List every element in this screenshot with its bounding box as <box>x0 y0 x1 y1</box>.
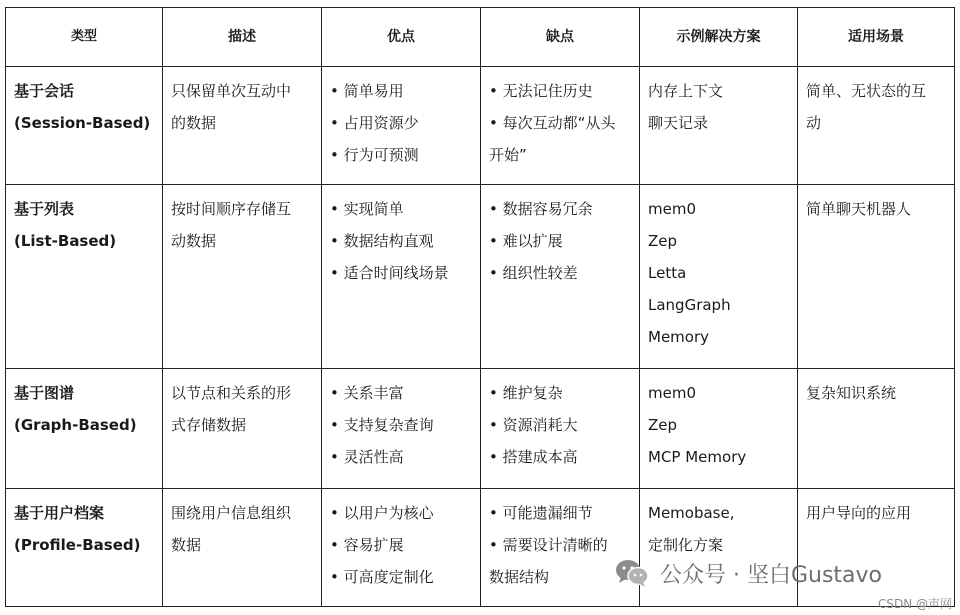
table-row <box>6 185 955 369</box>
description-line: 的数据 <box>171 114 217 132</box>
description-cell <box>163 489 322 607</box>
example-item: mem0 <box>648 384 696 402</box>
scenario-line: 复杂知识系统 <box>806 384 897 402</box>
type-english: (Graph-Based) <box>14 416 137 434</box>
wechat-watermark <box>614 556 882 590</box>
cons-item: • 维护复杂 <box>489 377 631 409</box>
pros-item: • 以用户为核心 <box>330 497 472 529</box>
pros-item: • 容易扩展 <box>330 529 472 561</box>
header-row <box>6 8 955 67</box>
pros-cell <box>322 489 481 607</box>
pros-cell <box>322 369 481 489</box>
pros-item: • 实现简单 <box>330 193 472 225</box>
description-cell <box>163 185 322 369</box>
example-item: Letta <box>648 264 687 282</box>
cons-item: • 难以扩展 <box>489 225 631 257</box>
description-line: 以节点和关系的形 <box>171 384 292 402</box>
description-cell <box>163 67 322 185</box>
cons-item: • 每次互动都“从头 <box>489 107 631 139</box>
type-cell <box>6 67 163 185</box>
example-item: mem0 <box>648 200 696 218</box>
example-item: Zep <box>648 232 678 250</box>
cons-item: • 需要设计清晰的 <box>489 529 631 561</box>
pros-item: • 可高度定制化 <box>330 561 472 593</box>
description-line: 按时间顺序存储互 <box>171 200 292 218</box>
pros-item: • 简单易用 <box>330 75 472 107</box>
description-line: 动数据 <box>171 232 217 250</box>
cons-item-continued: 数据结构 <box>489 568 550 586</box>
type-english: (Session-Based) <box>14 114 151 132</box>
type-name: 基于列表 <box>14 200 75 218</box>
type-english: (Profile-Based) <box>14 536 141 554</box>
pros-item: • 数据结构直观 <box>330 225 472 257</box>
pros-cell <box>322 185 481 369</box>
watermark-text: 公众号 · 坚白Gustavo <box>660 562 883 588</box>
cons-item: • 无法记住历史 <box>489 75 631 107</box>
scenario-line: 动 <box>806 114 822 132</box>
type-name: 基于会话 <box>14 82 75 100</box>
description-line: 数据 <box>171 536 202 554</box>
pros-item: • 行为可预测 <box>330 139 472 171</box>
cons-cell <box>481 67 640 185</box>
pros-item: • 占用资源少 <box>330 107 472 139</box>
example-item: MCP Memory <box>648 448 747 466</box>
csdn-mark: CSDN @声网 <box>877 597 952 611</box>
description-cell <box>163 369 322 489</box>
example-item: 内存上下文 <box>648 82 724 100</box>
pros-item: • 关系丰富 <box>330 377 472 409</box>
cons-cell <box>481 185 640 369</box>
table-row <box>6 67 955 185</box>
memory-types-table <box>5 7 955 607</box>
pros-item: • 支持复杂查询 <box>330 409 472 441</box>
scenario-cell <box>798 369 955 489</box>
pros-item: • 灵活性高 <box>330 441 472 473</box>
examples-cell <box>640 67 798 185</box>
description-line: 只保留单次互动中 <box>171 82 292 100</box>
example-item: Memory <box>648 328 710 346</box>
cons-item: • 数据容易冗余 <box>489 193 631 225</box>
pros-item: • 适合时间线场景 <box>330 257 472 289</box>
cons-cell <box>481 369 640 489</box>
type-name: 基于图谱 <box>14 384 75 402</box>
example-item: Memobase, <box>648 504 735 522</box>
type-cell <box>6 185 163 369</box>
cons-item: • 可能遗漏细节 <box>489 497 631 529</box>
header-cons: 缺点 <box>481 8 640 67</box>
examples-cell <box>640 185 798 369</box>
description-line: 围绕用户信息组织 <box>171 504 292 522</box>
header-pros: 优点 <box>322 8 481 67</box>
scenario-cell <box>798 185 955 369</box>
type-english: (List-Based) <box>14 232 117 250</box>
cons-item-continued: 开始” <box>489 146 527 164</box>
cons-item: • 资源消耗大 <box>489 409 631 441</box>
cons-item: • 组织性较差 <box>489 257 631 289</box>
scenario-cell <box>798 67 955 185</box>
scenario-line: 简单、无状态的互 <box>806 82 927 100</box>
example-item: 聊天记录 <box>648 114 709 132</box>
example-item: Zep <box>648 416 678 434</box>
type-cell <box>6 489 163 607</box>
header-scenario: 适用场景 <box>798 8 955 67</box>
table-row <box>6 369 955 489</box>
scenario-line: 简单聊天机器人 <box>806 200 912 218</box>
type-cell <box>6 369 163 489</box>
pros-cell <box>322 67 481 185</box>
header-examples: 示例解决方案 <box>640 8 798 67</box>
example-item: 定制化方案 <box>648 536 724 554</box>
header-description: 描述 <box>163 8 322 67</box>
examples-cell <box>640 369 798 489</box>
cons-item: • 搭建成本高 <box>489 441 631 473</box>
header-type: 类型 <box>6 8 163 67</box>
type-name: 基于用户档案 <box>14 504 105 522</box>
description-line: 式存储数据 <box>171 416 247 434</box>
scenario-line: 用户导向的应用 <box>806 504 912 522</box>
wechat-icon <box>614 558 650 588</box>
example-item: LangGraph <box>648 296 731 314</box>
